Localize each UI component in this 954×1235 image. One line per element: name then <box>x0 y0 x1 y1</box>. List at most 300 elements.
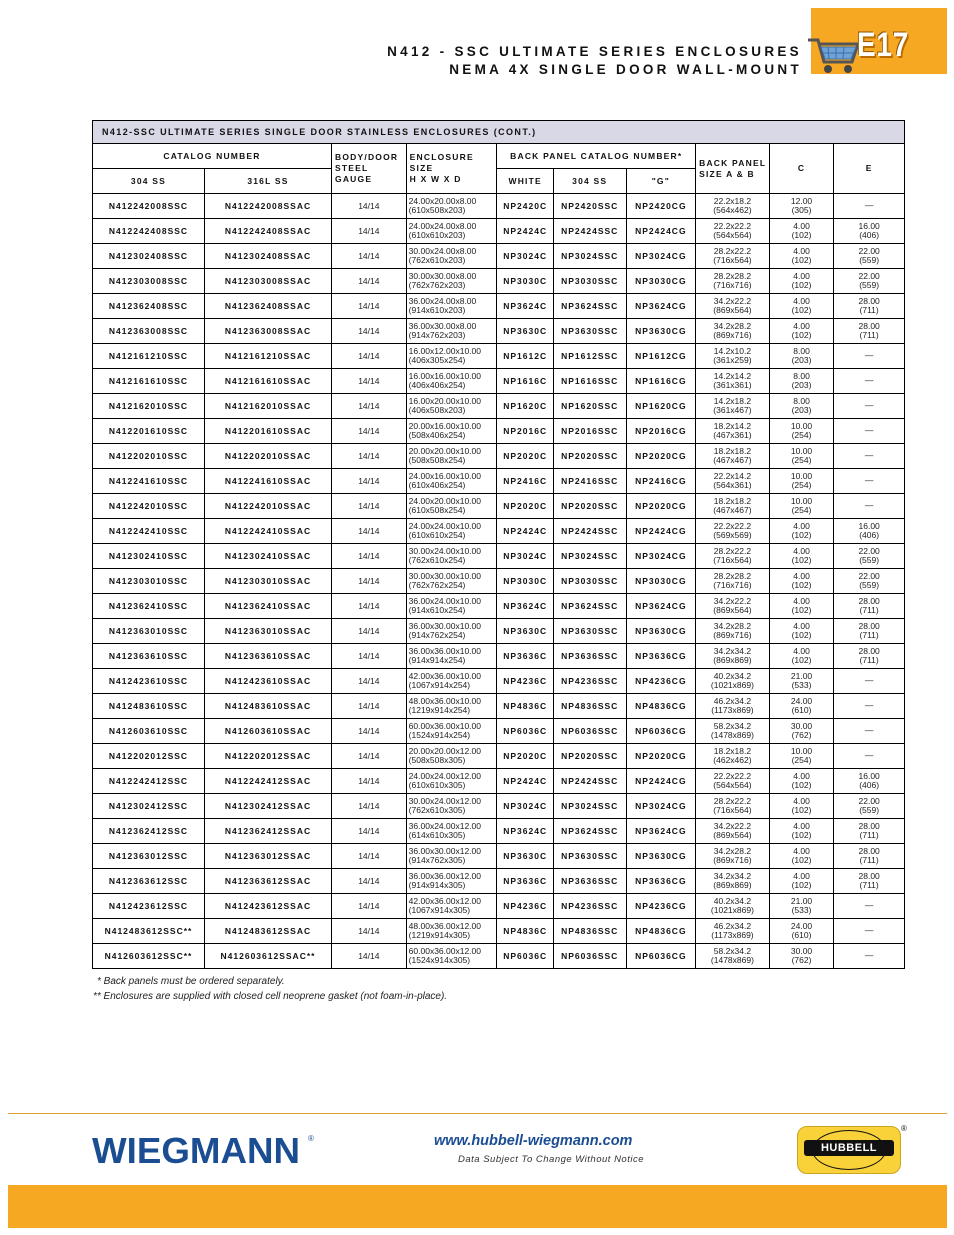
back-panel-size-metric: (467x467) <box>713 455 752 465</box>
back-panel-size-metric: (1173x869) <box>711 930 754 940</box>
section-code: E17 <box>857 26 910 64</box>
dimension-c <box>769 444 834 469</box>
dimension-e-metric: (559) <box>859 255 880 265</box>
dimension-e-value: — <box>864 350 874 361</box>
back-panel-304ss: NP2016SSC <box>553 419 626 444</box>
back-panel-g: NP4236CG <box>626 894 696 919</box>
dimension-c-metric: (762) <box>791 955 812 965</box>
dimension-c-value: 4.00 <box>793 595 810 606</box>
website-link[interactable]: www.hubbell-wiegmann.com <box>434 1133 633 1149</box>
catalog-316lss: N412423610SSAC <box>204 669 331 694</box>
back-panel-g: NP3636CG <box>626 644 696 669</box>
table-row <box>93 344 905 369</box>
catalog-304ss: N412423612SSC <box>93 894 205 919</box>
back-panel-g: NP2020CG <box>626 494 696 519</box>
enclosure-size <box>406 644 497 669</box>
dimension-e-metric: (711) <box>859 330 879 340</box>
back-panel-size-metric: (467x361) <box>713 430 752 440</box>
back-panel-size-value: 22.2x22.2 <box>713 770 752 781</box>
dimension-c-metric: (102) <box>791 230 812 240</box>
enclosure-size <box>406 294 497 319</box>
dimension-c <box>769 244 834 269</box>
dimension-c-metric: (254) <box>791 455 812 465</box>
enclosure-size-metric: (610x508x254) <box>408 505 466 515</box>
back-panel-g: NP1620CG <box>626 394 696 419</box>
dimension-e <box>834 244 905 269</box>
dimension-e-value: 22.00 <box>858 545 880 556</box>
back-panel-size <box>696 344 770 369</box>
dimension-e-metric: (559) <box>859 555 880 565</box>
dimension-c-metric: (305) <box>791 205 812 215</box>
dimension-c-value: 4.00 <box>793 770 810 781</box>
dimension-e-value: 22.00 <box>858 795 880 806</box>
steel-gauge: 14/14 <box>332 369 407 394</box>
dimension-c <box>769 719 834 744</box>
dimension-e-value: — <box>864 450 874 461</box>
back-panel-size <box>696 719 770 744</box>
back-panel-size <box>696 619 770 644</box>
catalog-304ss: N412161210SSC <box>93 344 205 369</box>
back-panel-size-value: 22.2x18.2 <box>713 195 752 206</box>
dimension-e-metric: (559) <box>859 580 880 590</box>
back-panel-g: NP3024CG <box>626 544 696 569</box>
back-panel-white: NP2416C <box>497 469 553 494</box>
header-catalog-number: CATALOG NUMBER <box>93 144 332 169</box>
back-panel-white: NP2424C <box>497 519 553 544</box>
back-panel-size-metric: (564x564) <box>713 230 752 240</box>
steel-gauge: 14/14 <box>332 769 407 794</box>
catalog-304ss: N412603610SSC <box>93 719 205 744</box>
dimension-c <box>769 269 834 294</box>
back-panel-304ss: NP4236SSC <box>553 894 626 919</box>
steel-gauge: 14/14 <box>332 494 407 519</box>
back-panel-g: NP3624CG <box>626 594 696 619</box>
header-e: E <box>834 144 905 194</box>
back-panel-size <box>696 544 770 569</box>
back-panel-white: NP3030C <box>497 269 553 294</box>
table-row <box>93 194 905 219</box>
back-panel-white: NP1612C <box>497 344 553 369</box>
dimension-c <box>769 194 834 219</box>
dimension-e <box>834 469 905 494</box>
catalog-304ss: N412202012SSC <box>93 744 205 769</box>
catalog-304ss: N412242408SSC <box>93 219 205 244</box>
back-panel-g: NP2020CG <box>626 744 696 769</box>
back-panel-white: NP3030C <box>497 569 553 594</box>
dimension-e <box>834 394 905 419</box>
catalog-316lss: N412161610SSAC <box>204 369 331 394</box>
catalog-316lss: N412242010SSAC <box>204 494 331 519</box>
dimension-c-metric: (102) <box>791 580 812 590</box>
enclosure-size <box>406 894 497 919</box>
steel-gauge: 14/14 <box>332 544 407 569</box>
enclosure-size-value: 30.00x30.00x8.00 <box>408 270 477 281</box>
enclosure-size-value: 60.00x36.00x12.00 <box>408 945 481 956</box>
dimension-e-value: 22.00 <box>858 270 880 281</box>
table-row <box>93 769 905 794</box>
enclosure-size-metric: (610x610x305) <box>408 780 466 790</box>
back-panel-g: NP2424CG <box>626 519 696 544</box>
enclosure-size-value: 24.00x24.00x10.00 <box>408 520 481 531</box>
dimension-e-value: 16.00 <box>858 220 880 231</box>
enclosure-size-metric: (914x762x305) <box>408 855 466 865</box>
back-panel-g: NP2420CG <box>626 194 696 219</box>
enclosure-size-value: 36.00x36.00x10.00 <box>408 645 481 656</box>
catalog-316lss: N412603612SSAC** <box>204 944 331 969</box>
dimension-c-metric: (102) <box>791 855 812 865</box>
dimension-c <box>769 944 834 969</box>
enclosure-size-metric: (610x508x203) <box>408 205 466 215</box>
enclosure-size-metric: (610x610x203) <box>408 230 466 240</box>
dimension-c-value: 30.00 <box>790 945 813 956</box>
dimension-c <box>769 569 834 594</box>
enclosure-size-value: 20.00x16.00x10.00 <box>408 420 481 431</box>
enclosure-size-value: 36.00x24.00x10.00 <box>408 595 481 606</box>
dimension-c <box>769 494 834 519</box>
dimension-c-metric: (203) <box>791 380 812 390</box>
table-row <box>93 444 905 469</box>
back-panel-size-metric: (869x564) <box>713 305 752 315</box>
back-panel-g: NP4236CG <box>626 669 696 694</box>
back-panel-size-value: 28.2x28.2 <box>713 270 752 281</box>
dimension-c-metric: (762) <box>791 730 812 740</box>
back-panel-304ss: NP1612SSC <box>553 344 626 369</box>
dimension-e-value: — <box>864 725 874 736</box>
header-enclosure-size: ENCLOSURE SIZE H X W X D <box>406 144 497 194</box>
dimension-e <box>834 519 905 544</box>
back-panel-304ss: NP2420SSC <box>553 194 626 219</box>
back-panel-304ss: NP3624SSC <box>553 594 626 619</box>
back-panel-size <box>696 644 770 669</box>
back-panel-304ss: NP2424SSC <box>553 219 626 244</box>
back-panel-size-value: 22.2x22.2 <box>713 520 752 531</box>
enclosure-size-value: 36.00x24.00x12.00 <box>408 820 481 831</box>
back-panel-size <box>696 469 770 494</box>
dimension-e <box>834 269 905 294</box>
back-panel-size-metric: (869x716) <box>713 330 752 340</box>
back-panel-white: NP3624C <box>497 594 553 619</box>
catalog-304ss: N412302410SSC <box>93 544 205 569</box>
dimension-e <box>834 419 905 444</box>
enclosure-size-value: 24.00x16.00x10.00 <box>408 470 481 481</box>
dimension-c <box>769 669 834 694</box>
dimension-e <box>834 569 905 594</box>
back-panel-white: NP2020C <box>497 744 553 769</box>
catalog-316lss: N412202010SSAC <box>204 444 331 469</box>
back-panel-g: NP3030CG <box>626 269 696 294</box>
back-panel-size-value: 46.2x34.2 <box>713 695 752 706</box>
back-panel-size-value: 18.2x14.2 <box>713 420 752 431</box>
dimension-e <box>834 644 905 669</box>
dimension-c-value: 10.00 <box>790 420 813 431</box>
back-panel-304ss: NP2416SSC <box>553 469 626 494</box>
catalog-316lss: N412242408SSAC <box>204 219 331 244</box>
table-row <box>93 944 905 969</box>
dimension-c <box>769 419 834 444</box>
dimension-c-metric: (102) <box>791 305 812 315</box>
back-panel-304ss: NP3030SSC <box>553 269 626 294</box>
dimension-c-value: 4.00 <box>793 295 810 306</box>
catalog-316lss: N412201610SSAC <box>204 419 331 444</box>
back-panel-white: NP2020C <box>497 494 553 519</box>
dimension-c-metric: (610) <box>791 930 812 940</box>
header-back-panel-size: BACK PANEL SIZE A & B <box>696 144 770 194</box>
back-panel-304ss: NP3630SSC <box>553 319 626 344</box>
enclosure-size-metric: (1219x914x305) <box>408 930 471 940</box>
steel-gauge: 14/14 <box>332 919 407 944</box>
catalog-316lss: N412362410SSAC <box>204 594 331 619</box>
enclosure-size <box>406 544 497 569</box>
catalog-316lss: N412363610SSAC <box>204 644 331 669</box>
dimension-e <box>834 819 905 844</box>
back-panel-size <box>696 919 770 944</box>
back-panel-white: NP2424C <box>497 769 553 794</box>
back-panel-white: NP6036C <box>497 719 553 744</box>
dimension-e-value: 28.00 <box>858 620 880 631</box>
enclosure-size <box>406 844 497 869</box>
dimension-e <box>834 594 905 619</box>
enclosure-size <box>406 594 497 619</box>
back-panel-g: NP6036CG <box>626 719 696 744</box>
dimension-c-value: 10.00 <box>790 745 813 756</box>
back-panel-size <box>696 444 770 469</box>
enclosure-size <box>406 244 497 269</box>
dimension-e <box>834 869 905 894</box>
back-panel-size-value: 14.2x10.2 <box>713 345 752 356</box>
dimension-c <box>769 894 834 919</box>
enclosure-size-metric: (914x610x203) <box>408 305 466 315</box>
back-panel-size-value: 18.2x18.2 <box>713 445 752 456</box>
catalog-304ss: N412242412SSC <box>93 769 205 794</box>
header-g: "G" <box>626 169 696 194</box>
back-panel-size-value: 28.2x22.2 <box>713 795 752 806</box>
dimension-c-metric: (102) <box>791 830 812 840</box>
dimension-c <box>769 319 834 344</box>
dimension-e-value: — <box>864 700 874 711</box>
back-panel-size-metric: (869x564) <box>713 605 752 615</box>
enclosure-size-metric: (1524x914x254) <box>408 730 471 740</box>
dimension-c <box>769 594 834 619</box>
steel-gauge: 14/14 <box>332 569 407 594</box>
catalog-316lss: N412242412SSAC <box>204 769 331 794</box>
table-row <box>93 919 905 944</box>
enclosure-size-value: 60.00x36.00x10.00 <box>408 720 481 731</box>
back-panel-304ss: NP3624SSC <box>553 819 626 844</box>
enclosure-size-metric: (762x762x203) <box>408 280 466 290</box>
dimension-e <box>834 494 905 519</box>
dimension-c <box>769 369 834 394</box>
back-panel-size-metric: (462x462) <box>713 755 752 765</box>
steel-gauge: 14/14 <box>332 294 407 319</box>
header-304ss: 304 SS <box>93 169 205 194</box>
enclosure-size-metric: (914x914x254) <box>408 655 466 665</box>
back-panel-size-metric: (361x259) <box>713 355 752 365</box>
dimension-e-metric: (711) <box>859 830 879 840</box>
table-body <box>93 194 905 969</box>
table-row <box>93 369 905 394</box>
back-panel-size-metric: (1478x869) <box>710 955 754 965</box>
dimension-c <box>769 644 834 669</box>
steel-gauge: 14/14 <box>332 594 407 619</box>
dimension-c <box>769 769 834 794</box>
dimension-e <box>834 369 905 394</box>
back-panel-size-value: 34.2x22.2 <box>713 295 752 306</box>
dimension-c <box>769 869 834 894</box>
dimension-c-metric: (102) <box>791 655 812 665</box>
back-panel-size-metric: (716x564) <box>713 255 752 265</box>
enclosure-size-metric: (508x508x254) <box>408 455 466 465</box>
back-panel-size <box>696 194 770 219</box>
enclosure-size-value: 30.00x30.00x10.00 <box>408 570 481 581</box>
dimension-e-value: 28.00 <box>858 320 880 331</box>
dimension-c-value: 4.00 <box>793 320 810 331</box>
dimension-e <box>834 719 905 744</box>
dimension-e <box>834 944 905 969</box>
dimension-e <box>834 194 905 219</box>
dimension-c <box>769 344 834 369</box>
back-panel-304ss: NP2424SSC <box>553 519 626 544</box>
back-panel-size-value: 28.2x28.2 <box>713 570 752 581</box>
catalog-304ss: N412603612SSC** <box>93 944 205 969</box>
dimension-e-value: 28.00 <box>858 870 880 881</box>
back-panel-size-metric: (1021x869) <box>710 905 754 915</box>
enclosure-size <box>406 719 497 744</box>
back-panel-304ss: NP2424SSC <box>553 769 626 794</box>
dimension-c-value: 4.00 <box>793 795 810 806</box>
catalog-316lss: N412241610SSAC <box>204 469 331 494</box>
enclosure-size-value: 36.00x24.00x8.00 <box>408 295 477 306</box>
back-panel-white: NP3024C <box>497 794 553 819</box>
dimension-e <box>834 344 905 369</box>
enclosure-size <box>406 194 497 219</box>
catalog-316lss: N412242410SSAC <box>204 519 331 544</box>
back-panel-size <box>696 894 770 919</box>
dimension-c-metric: (102) <box>791 605 812 615</box>
dimension-c <box>769 844 834 869</box>
enclosure-table <box>92 120 905 969</box>
catalog-304ss: N412242410SSC <box>93 519 205 544</box>
wiegmann-registered-mark: ® <box>308 1134 314 1143</box>
catalog-304ss: N412241610SSC <box>93 469 205 494</box>
dimension-e-value: 28.00 <box>858 595 880 606</box>
dimension-c-value: 4.00 <box>793 820 810 831</box>
dimension-c-value: 4.00 <box>793 845 810 856</box>
back-panel-size <box>696 569 770 594</box>
back-panel-size <box>696 294 770 319</box>
back-panel-g: NP3630CG <box>626 319 696 344</box>
back-panel-g: NP2416CG <box>626 469 696 494</box>
steel-gauge: 14/14 <box>332 744 407 769</box>
dimension-c <box>769 694 834 719</box>
dimension-c-value: 4.00 <box>793 220 810 231</box>
back-panel-size-metric: (361x467) <box>713 405 752 415</box>
enclosure-size <box>406 344 497 369</box>
enclosure-size-value: 42.00x36.00x10.00 <box>408 670 481 681</box>
shopping-cart-icon <box>806 32 862 76</box>
catalog-316lss: N412202012SSAC <box>204 744 331 769</box>
back-panel-white: NP2420C <box>497 194 553 219</box>
back-panel-size-metric: (564x361) <box>713 480 752 490</box>
catalog-316lss: N412603610SSAC <box>204 719 331 744</box>
back-panel-white: NP3024C <box>497 244 553 269</box>
back-panel-size-metric: (569x569) <box>713 530 752 540</box>
dimension-c <box>769 544 834 569</box>
catalog-316lss: N412303010SSAC <box>204 569 331 594</box>
back-panel-white: NP2016C <box>497 419 553 444</box>
back-panel-white: NP4236C <box>497 894 553 919</box>
back-panel-size-value: 40.2x34.2 <box>713 895 752 906</box>
catalog-304ss: N412423610SSC <box>93 669 205 694</box>
dimension-e-value: 16.00 <box>858 770 880 781</box>
back-panel-size-metric: (564x564) <box>713 780 752 790</box>
dimension-e <box>834 294 905 319</box>
catalog-316lss: N412483612SSAC <box>204 919 331 944</box>
dimension-c <box>769 219 834 244</box>
back-panel-size-metric: (869x869) <box>713 655 752 665</box>
back-panel-size-metric: (716x564) <box>713 805 752 815</box>
back-panel-size-value: 46.2x34.2 <box>713 920 752 931</box>
back-panel-304ss: NP3030SSC <box>553 569 626 594</box>
catalog-316lss: N412363010SSAC <box>204 619 331 644</box>
dimension-c-value: 8.00 <box>793 370 810 381</box>
table-row <box>93 544 905 569</box>
dimension-e-value: 28.00 <box>858 295 880 306</box>
table-row <box>93 794 905 819</box>
dimension-c-metric: (533) <box>791 905 812 915</box>
catalog-304ss: N412483612SSC** <box>93 919 205 944</box>
header-316lss: 316L SS <box>204 169 331 194</box>
back-panel-white: NP1620C <box>497 394 553 419</box>
table-row <box>93 894 905 919</box>
catalog-316lss: N412161210SSAC <box>204 344 331 369</box>
dimension-c-metric: (102) <box>791 280 812 290</box>
dimension-c-metric: (533) <box>791 680 812 690</box>
enclosure-size <box>406 444 497 469</box>
back-panel-size <box>696 394 770 419</box>
dimension-c-metric: (102) <box>791 555 812 565</box>
steel-gauge: 14/14 <box>332 894 407 919</box>
steel-gauge: 14/14 <box>332 444 407 469</box>
back-panel-size-value: 14.2x14.2 <box>713 370 752 381</box>
dimension-e-metric: (559) <box>859 280 880 290</box>
enclosure-size <box>406 744 497 769</box>
dimension-e-value: — <box>864 475 874 486</box>
catalog-304ss: N412363612SSC <box>93 869 205 894</box>
steel-gauge: 14/14 <box>332 619 407 644</box>
dimension-c-value: 30.00 <box>790 720 813 731</box>
enclosure-size <box>406 369 497 394</box>
table-row <box>93 319 905 344</box>
back-panel-g: NP1612CG <box>626 344 696 369</box>
enclosure-size-metric: (406x305x254) <box>408 355 466 365</box>
catalog-304ss: N412362412SSC <box>93 819 205 844</box>
steel-gauge: 14/14 <box>332 469 407 494</box>
dimension-e <box>834 744 905 769</box>
back-panel-white: NP3624C <box>497 819 553 844</box>
steel-gauge: 14/14 <box>332 419 407 444</box>
back-panel-304ss: NP2020SSC <box>553 444 626 469</box>
table-row <box>93 669 905 694</box>
enclosure-size-value: 30.00x24.00x8.00 <box>408 245 477 256</box>
back-panel-g: NP2016CG <box>626 419 696 444</box>
catalog-316lss: N412302412SSAC <box>204 794 331 819</box>
back-panel-white: NP3636C <box>497 869 553 894</box>
back-panel-304ss: NP6036SSC <box>553 719 626 744</box>
back-panel-white: NP6036C <box>497 944 553 969</box>
table-row <box>93 494 905 519</box>
back-panel-size-metric: (1173x869) <box>711 705 754 715</box>
dimension-c-value: 8.00 <box>793 345 810 356</box>
